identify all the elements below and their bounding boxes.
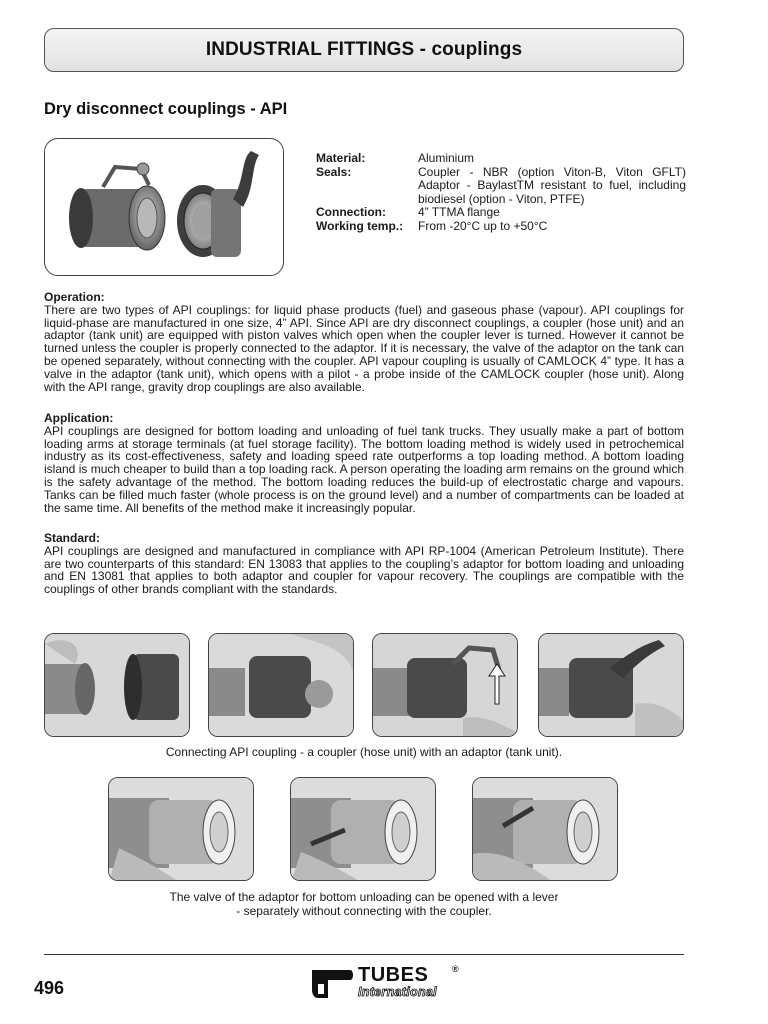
spec-key: Working temp.:: [316, 218, 404, 233]
tubes-international-logo: [310, 964, 460, 1004]
spec-value: 4” TTMA flange: [418, 205, 500, 220]
spec-key: Seals:: [316, 164, 352, 179]
logo-word: TUBES: [358, 964, 429, 986]
application-text: API couplings are designed for bottom loading and unloading of fuel tank trucks. They usually make a part of bottom loading arms at storage terminals (at fuel storage facility). The bottom loading method is widely used in petrochemical industry as its cost-effectiveness, safety and loading speed rate outperforms a top loading method. A bottom loading island is much cheaper to build than a top loading rack. A person operating the loading arm remains on the ground which is the safety advantage of the method. The bottom loading reduces the build-up of electrostatic charge and vapours. Tanks can be filled much faster (whole process is on the ground level) and a number of compartments can be loaded at the same time. All benefits of the method make it increasingly popular.: [44, 423, 684, 515]
spec-row-working-temp: [316, 220, 686, 234]
application-heading: Application:: [44, 411, 114, 425]
logo-subtitle: International: [358, 985, 437, 999]
connecting-step-photo-4: [538, 633, 684, 737]
connecting-step-photo-3: [372, 633, 518, 737]
valve-step-photo-3: [472, 777, 618, 881]
tubes-logo-icon: [310, 968, 356, 1000]
application-section: [44, 412, 684, 514]
spec-value: Coupler - NBR (option Viton-B, Viton GFLT) Adaptor - BaylastTM resistant to fuel, including biodiesel (option - Viton, PTFE): [418, 164, 686, 206]
connecting-step-photo-1: [44, 633, 190, 737]
operation-text: There are two types of API couplings: for liquid phase products (fuel) and gaseous phase (vapour). API couplings for liquid-phase are manufactured in one size, 4” API. Since API are dry disconnect couplings, a coupler (hose unit) and an adaptor (tank unit) are equipped with piston valves which open when the coupler lever is turned. However it cannot be turned unless the coupler is properly connected to the adaptor. If it is necessary, the valve of the adaptor on the tank can be opened separately, without connecting with the coupler. API vapour coupling is usually of CAMLOCK 4” type. It has a valve in the adaptor (tank unit), which opens with a pilot - a probe inside of the CAMLOCK coupler (hose unit). Along with the API range, gravity drop couplings are also available.: [44, 302, 684, 394]
specs-table: [316, 152, 686, 234]
valve-step-photo-2: [290, 777, 436, 881]
footer-divider: [44, 954, 684, 955]
connecting-step-photo-2: [208, 633, 354, 737]
spec-row-seals: [316, 166, 686, 207]
page-title: INDUSTRIAL FITTINGS - couplings: [205, 39, 523, 60]
page-number: 496: [34, 978, 65, 998]
valve-step-photo-1: [108, 777, 254, 881]
standard-section: [44, 532, 684, 596]
standard-heading: Standard:: [44, 531, 101, 545]
page-header-box: [44, 28, 684, 72]
valve-caption-line-1: The valve of the adaptor for bottom unloading can be opened with a lever: [169, 890, 559, 904]
spec-value: From -20°C up to +50°C: [418, 218, 548, 233]
product-photo: [44, 138, 284, 276]
section-subtitle: Dry disconnect couplings - API: [44, 100, 288, 118]
standard-text: API couplings are designed and manufactured in compliance with API RP-1004 (American Petroleum Institute). There are two counterparts of this standard: EN 13083 that applies to the coupling’s adaptor for bottom loading and unloading and EN 13081 that applies to both adaptor and coupler for vapour recovery. The couplings are compatible with the couplings of other brands compliant with the standards.: [44, 543, 684, 597]
operation-section: [44, 291, 684, 393]
spec-key: Connection:: [316, 205, 386, 220]
spec-value: Aluminium: [418, 151, 475, 165]
spec-row-connection: [316, 206, 686, 220]
logo-registered-mark: ®: [452, 964, 459, 974]
operation-heading: Operation:: [44, 290, 105, 304]
spec-key: Material:: [316, 151, 366, 165]
valve-caption: [44, 891, 684, 918]
spec-row-material: [316, 152, 686, 166]
connecting-caption: Connecting API coupling - a coupler (hose unit) with an adaptor (tank unit).: [165, 745, 563, 759]
valve-caption-line-2: - separately without connecting with the coupler.: [236, 903, 492, 918]
